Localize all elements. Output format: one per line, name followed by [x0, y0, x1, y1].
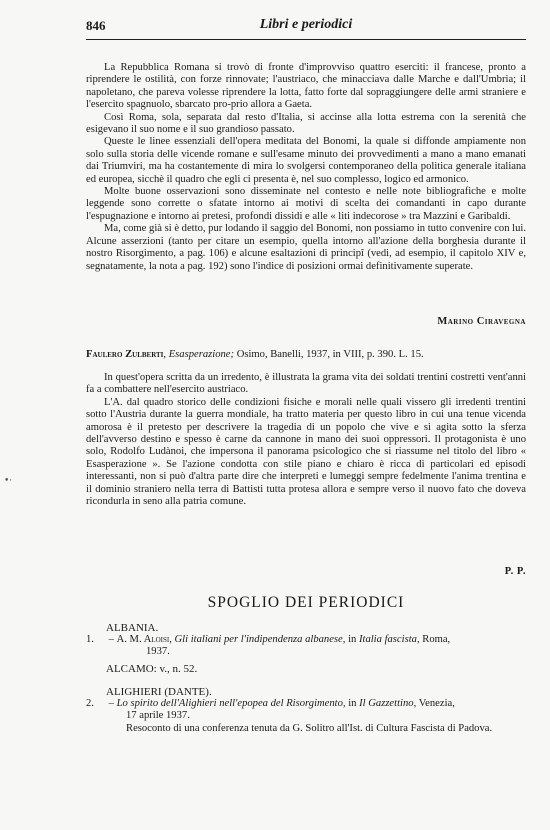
- entry-title: Lo spirito dell'Alighieri nell'epopea del Risorgimento,: [116, 698, 346, 709]
- entry-number: 2.: [86, 698, 94, 709]
- entry-place: Roma,: [422, 634, 451, 645]
- book-citation: Faulero Zulberti, Esasperazione; Osimo, Banelli, 1937, in VIII, p. 390. L. 15.: [86, 349, 424, 360]
- entry-source: Italia fascista,: [358, 634, 420, 645]
- section-title: SPOGLIO DEI PERIODICI: [207, 594, 405, 611]
- entry-number: 1.: [86, 634, 94, 645]
- running-title: Libri e periodici: [259, 17, 353, 32]
- periodical-entry: [86, 698, 526, 735]
- book-author: Faulero Zulberti: [86, 349, 164, 360]
- entry-author: A. M. Aloisi,: [116, 634, 172, 645]
- entry-date: 17 aprile 1937.: [126, 710, 190, 722]
- entry-dash: –: [108, 698, 114, 709]
- entry-source-prefix: in: [348, 634, 357, 645]
- entry-year: 1937.: [146, 646, 170, 658]
- review-zulberti-body: [86, 372, 526, 508]
- paragraph: L'A. dal quadro storico delle condizioni fisiche e morali nelle quali vissero gli irredenti trentini sotto l'Austria durante la guerra mondiale, ha tratto materia per questo libro in cui una tenue vicenda amorosa è il pretesto per descrivere la tragedia di un popolo che vive e si agita sotto la sferza dell'avverso destino e spesso è carne da cannone in mano dei suoi oppressori. Il protagonista è uno solo, Rodolfo Ludànoi, che impersona il panorama psicologico che si riassume nel titolo del libro « Esasperazione ». Se l'azione condotta con stile piano e chiaro è ricca di particolari ed episodi interessanti, non si può d'altra parte dire che interpreti e lumeggi sempre fedelmente l'anima trentina e il dominio straniero nella terra di Battisti tutta protesa allora e sempre verso il nuovo fato che doveva ricondurla in seno alla patria comune.: [86, 396, 526, 508]
- entry-dash: –: [108, 634, 114, 645]
- subject-heading: ALIGHIERI (DANTE).: [106, 686, 212, 698]
- periodical-entry: [86, 634, 526, 659]
- entry-title: Gli italiani per l'indipendenza albanese,: [174, 634, 346, 645]
- header-rule: [86, 39, 526, 40]
- paragraph: In quest'opera scritta da un irredento, è illustrata la grama vita dei soldati trentini costretti vent'anni fa a combattere nell'esercito austriaco.: [86, 372, 526, 396]
- entry-source: Il Gazzettino,: [359, 698, 417, 709]
- paragraph: La Repubblica Romana si trovò di fronte d'improvviso quattro eserciti: il francese, pronto a riprendere le ostilità, con forze rinnovate; l'austriaco, che minacciava dalle Marche e dall'Umbria; il napoletano, che pareva volesse riprendere la lotta, fatto forte dal sopraggiungere delle armi straniere e l'esercito spagnuolo, sbarcato pro-prio allora a Gaeta.: [86, 62, 526, 111]
- page-number: 846: [86, 18, 106, 33]
- paragraph: Così Roma, sola, separata dal resto d'Italia, si accinse alla lotta estrema con la serenità che esigevano il suo nome e il suo grandioso passato.: [86, 111, 526, 136]
- paragraph: Ma, come già si è detto, pur lodando il saggio del Bonomi, non possiamo in tutto convenire con lui. Alcune asserzioni (tanto per citare un esempio, quella intorno all'azione della borghesia durante il nostro Risorgimento, a pag. 106) e alcune esaltazioni di principî (vedi, ad esempio, il capitolo XIV e, segnatamente, la nota a pag. 192) sono l'indice di posizioni ormai definitivamente superate.: [86, 223, 526, 272]
- review-bonomi-body: [86, 62, 526, 273]
- margin-mark: •·: [4, 476, 13, 486]
- book-publication: Osimo, Banelli, 1937, in VIII, p. 390. L. 15.: [236, 349, 424, 360]
- cross-reference-heading: ALCAMO: v., n. 52.: [106, 663, 198, 675]
- paragraph: Molte buone osservazioni sono disseminate nel contesto e nelle note bibliografiche e molte leggende sono corrette o sfatate intorno ai motivi di scelta dei comandanti in capo durante l'espugnazione e intorno ai pretesi, profondi dissidi e alle « liti indecorose » tra Mazzini e Garibaldi.: [86, 186, 526, 222]
- entry-note: Resoconto di una conferenza tenuta da G. Solitro all'Ist. di Cultura Fascista di Padova.: [126, 722, 493, 734]
- country-heading: ALBANIA.: [106, 622, 159, 634]
- entry-place: Venezia,: [418, 698, 455, 709]
- paragraph: Queste le linee essenziali dell'opera meditata del Bonomi, la quale si diffonde ampiamente non solo sulla storia delle vicende romane e sull'esame minuto dei provvedimenti a mano a mano emanati dai Triumviri, ma ha costantemente di mira lo svolgersi contemporaneo della politica generale italiana ed europea, sicchè il quadro che egli ci presenta è, nel suo complesso, logico ed armonico.: [86, 136, 526, 185]
- reviewer-signature: Marino Ciravegna: [437, 316, 526, 327]
- running-header: [86, 14, 526, 42]
- book-title: Esasperazione;: [168, 349, 235, 360]
- entry-source-prefix: in: [348, 698, 357, 709]
- reviewer-initials: P. P.: [504, 566, 526, 577]
